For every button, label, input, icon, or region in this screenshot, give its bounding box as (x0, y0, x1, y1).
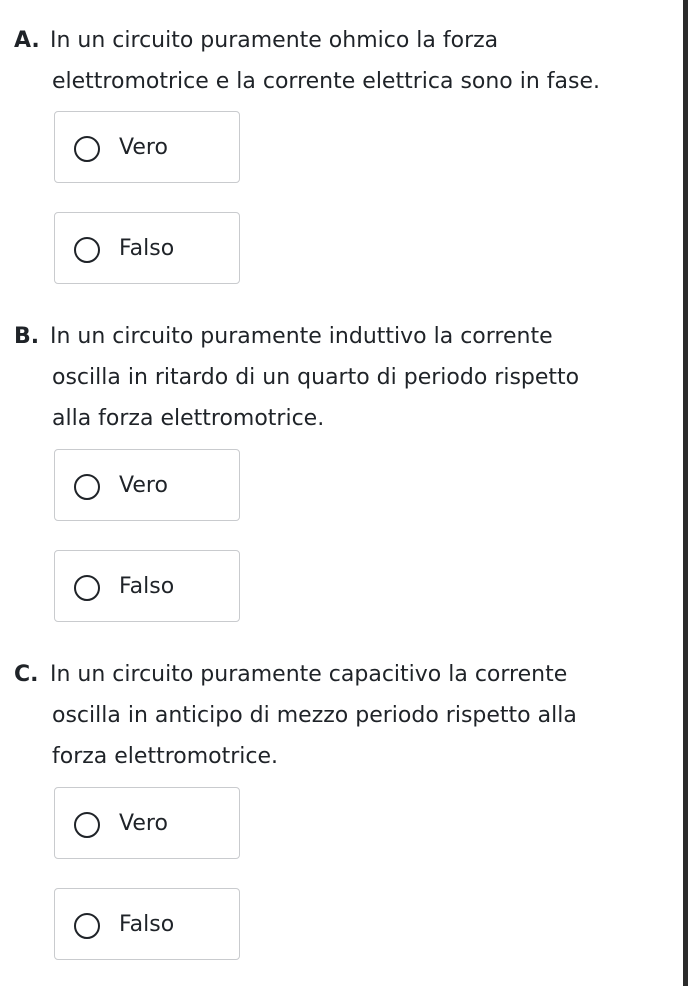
radio-button-icon[interactable] (74, 136, 100, 162)
radio-button-icon[interactable] (74, 913, 100, 939)
radio-button-icon[interactable] (74, 474, 100, 500)
question-line: oscilla in ritardo di un quarto di periodo rispetto (52, 365, 580, 390)
question-line: In un circuito puramente induttivo la corrente (50, 324, 553, 349)
question-c (14, 654, 654, 777)
option-c-vero[interactable] (54, 787, 240, 859)
scrollbar-divider (683, 0, 688, 986)
option-b-vero[interactable] (54, 449, 240, 521)
option-a-vero[interactable] (54, 111, 240, 183)
question-c-text (14, 654, 654, 777)
question-b-text (14, 316, 654, 439)
option-label: Falso (119, 574, 175, 599)
question-letter: C. (14, 662, 39, 687)
question-line: In un circuito puramente capacitivo la corrente (50, 662, 568, 687)
question-line: In un circuito puramente ohmico la forza (50, 28, 499, 53)
question-letter: A. (14, 28, 40, 53)
question-b (14, 316, 654, 439)
option-label: Vero (119, 135, 168, 160)
option-label: Falso (119, 912, 175, 937)
option-b-falso[interactable] (54, 550, 240, 622)
option-label: Vero (119, 811, 168, 836)
question-line: alla forza elettromotrice. (52, 406, 325, 431)
radio-button-icon[interactable] (74, 575, 100, 601)
question-line: forza elettromotrice. (52, 744, 279, 769)
question-a-text (14, 20, 654, 102)
question-letter: B. (14, 324, 40, 349)
radio-button-icon[interactable] (74, 812, 100, 838)
question-line: oscilla in anticipo di mezzo periodo rispetto alla (52, 703, 577, 728)
question-line: elettromotrice e la corrente elettrica sono in fase. (52, 69, 601, 94)
option-c-falso[interactable] (54, 888, 240, 960)
option-a-falso[interactable] (54, 212, 240, 284)
radio-button-icon[interactable] (74, 237, 100, 263)
option-label: Vero (119, 473, 168, 498)
question-a (14, 20, 654, 102)
option-label: Falso (119, 236, 175, 261)
